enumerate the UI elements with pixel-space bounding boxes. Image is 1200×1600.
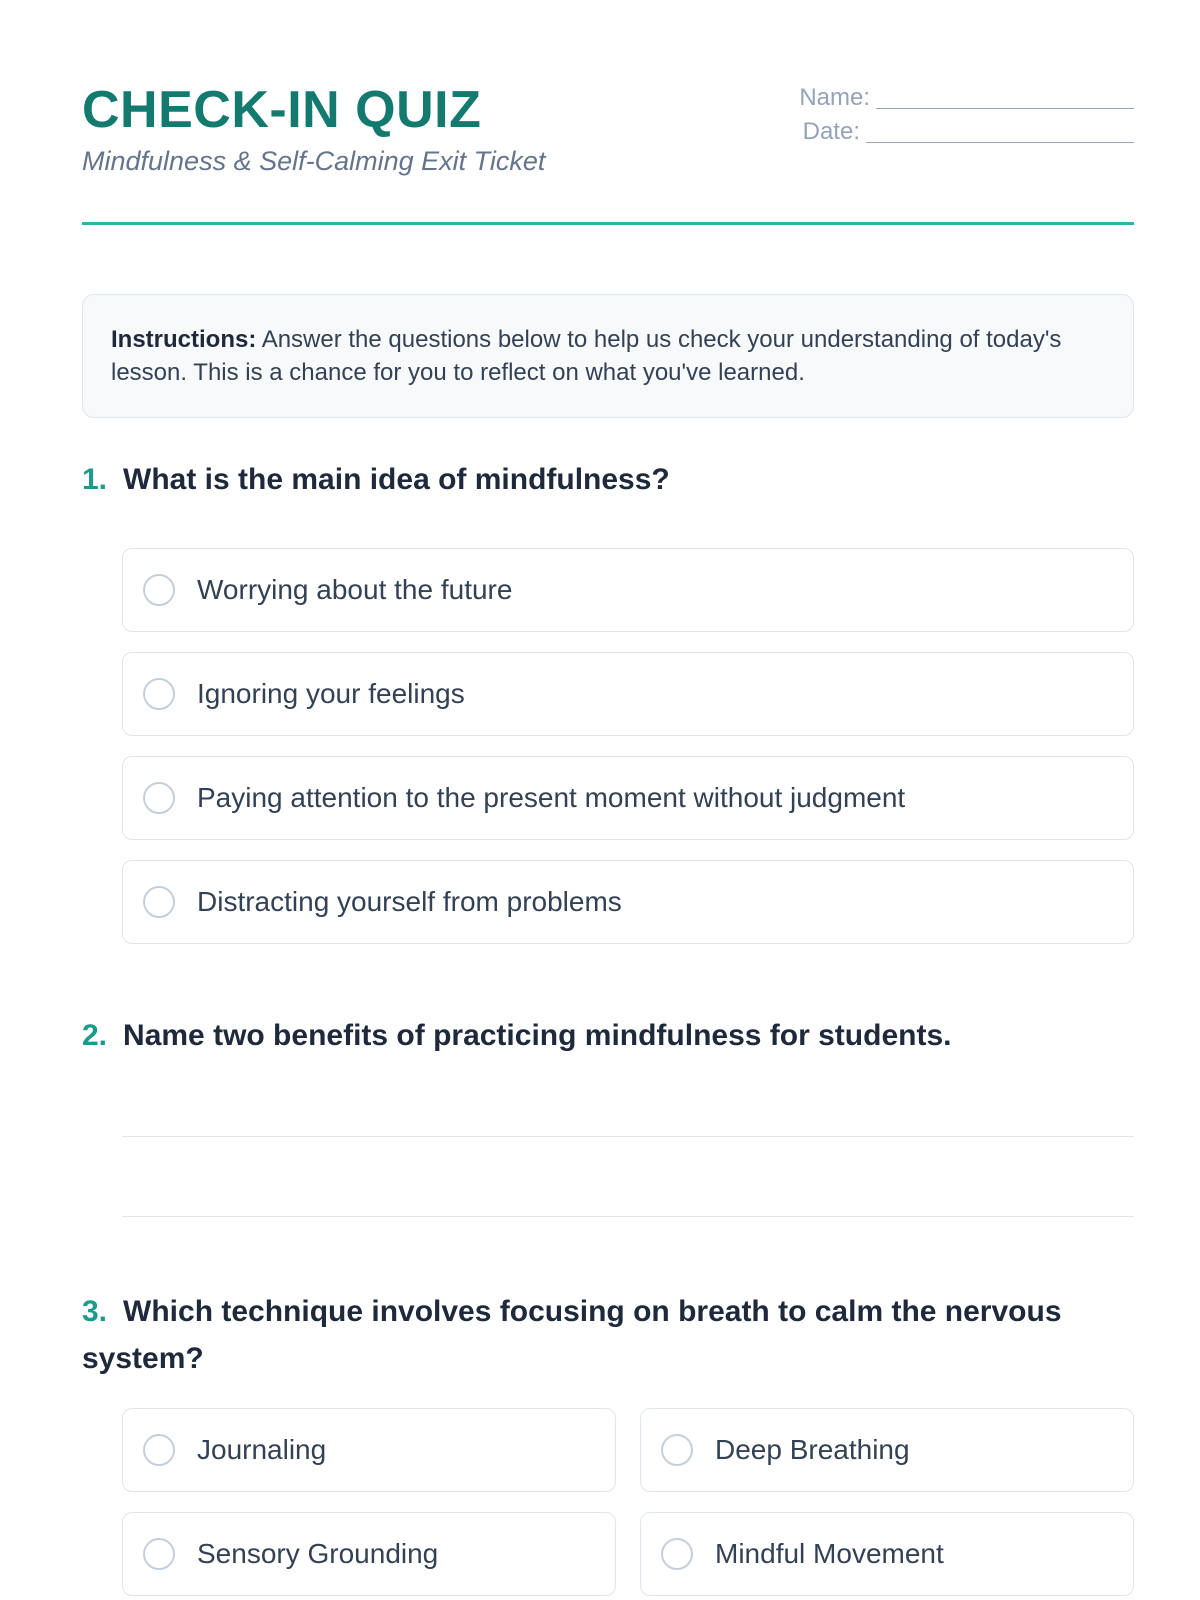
question-3-option-b[interactable] xyxy=(640,1408,1134,1492)
date-label: Date: xyxy=(802,118,860,145)
student-info xyxy=(774,82,1134,150)
name-field-row xyxy=(774,82,1134,116)
question-1-text: What is the main idea of mindfulness? xyxy=(123,463,670,496)
page-title: CHECK-IN QUIZ xyxy=(82,81,482,139)
radio-button[interactable] xyxy=(143,678,175,710)
option-label: Worrying about the future xyxy=(197,574,513,605)
radio-button[interactable] xyxy=(143,886,175,918)
option-label: Sensory Grounding xyxy=(197,1538,439,1569)
radio-button[interactable] xyxy=(143,1538,175,1570)
question-3-option-c[interactable] xyxy=(122,1512,616,1596)
question-1-option-a[interactable] xyxy=(122,548,1134,632)
question-1-option-b[interactable] xyxy=(122,652,1134,736)
answer-line-1[interactable] xyxy=(122,1136,1134,1137)
option-label: Deep Breathing xyxy=(715,1434,910,1465)
header xyxy=(82,78,1134,224)
header-divider xyxy=(82,222,1134,225)
question-3-option-a[interactable] xyxy=(122,1408,616,1492)
option-label: Paying attention to the present moment without judgment xyxy=(197,782,906,813)
question-1-number: 1. xyxy=(82,463,108,496)
option-label: Journaling xyxy=(197,1434,327,1465)
question-3-text: Which technique involves focusing on breath to calm the nervous system? xyxy=(82,1295,1062,1375)
option-label: Ignoring your feelings xyxy=(197,678,465,709)
question-2-text: Name two benefits of practicing mindfulness for students. xyxy=(123,1019,952,1052)
instructions-text: Answer the questions below to help us check your understanding of today's lesson. This is a chance for you to reflect on what you've learned. xyxy=(111,326,1062,386)
radio-button[interactable] xyxy=(143,574,175,606)
name-field[interactable] xyxy=(876,108,1134,109)
date-field-row xyxy=(774,116,1134,150)
question-1-heading xyxy=(82,456,1142,503)
answer-line-2[interactable] xyxy=(122,1216,1134,1217)
question-3-option-d[interactable] xyxy=(640,1512,1134,1596)
question-3-heading xyxy=(82,1288,1142,1382)
radio-button[interactable] xyxy=(143,782,175,814)
name-label: Name: xyxy=(799,84,870,111)
radio-button[interactable] xyxy=(661,1434,693,1466)
question-3-number: 3. xyxy=(82,1295,108,1328)
option-label: Distracting yourself from problems xyxy=(197,886,622,917)
radio-button[interactable] xyxy=(661,1538,693,1570)
page-subtitle: Mindfulness & Self-Calming Exit Ticket xyxy=(82,146,546,176)
question-1-option-d[interactable] xyxy=(122,860,1134,944)
question-2-heading xyxy=(82,1012,1142,1059)
question-2-number: 2. xyxy=(82,1019,108,1052)
instructions-label: Instructions: xyxy=(111,326,257,353)
instructions-box xyxy=(82,294,1134,418)
radio-button[interactable] xyxy=(143,1434,175,1466)
option-label: Mindful Movement xyxy=(715,1538,944,1569)
date-field[interactable] xyxy=(866,142,1134,143)
question-1-option-c[interactable] xyxy=(122,756,1134,840)
